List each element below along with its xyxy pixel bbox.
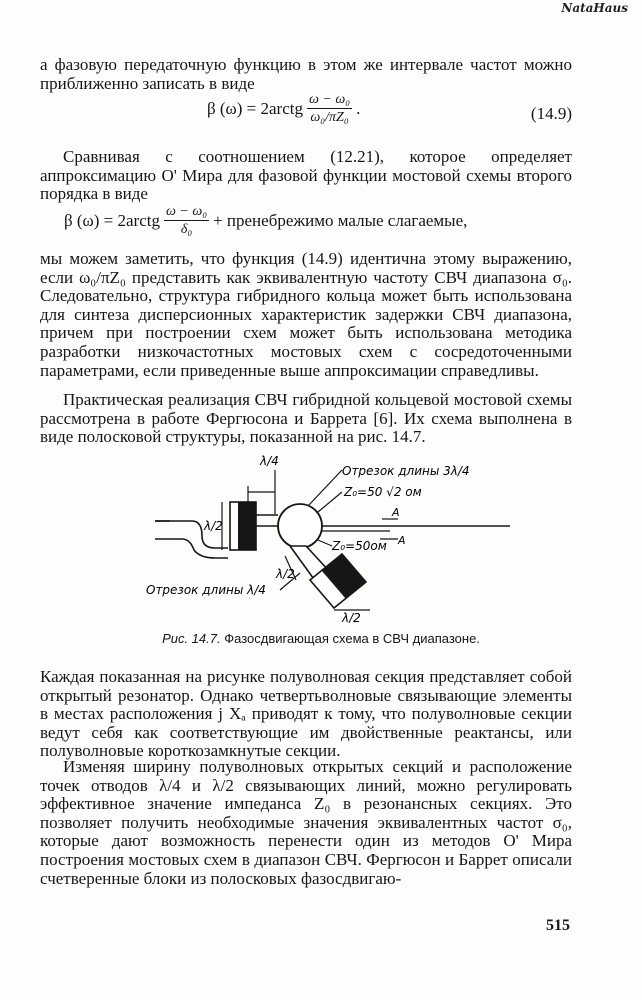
label-half-left: λ/2: [204, 519, 223, 533]
page-number: 515: [546, 917, 570, 934]
equation-14-9-tail: .: [356, 98, 361, 118]
label-half-bottom-left: λ/2: [276, 567, 295, 581]
watermark: [561, 2, 628, 14]
phase-shifter-diagram: [130, 448, 530, 623]
halfwave-paragraph: Каждая показанная на рисунке полуволновая секция представляет собой открытый резонатор. Однако четвертьволновые связывающие элементы в местах расположения j Xₐ приводят к тому, что полуволновые секции ведут себя как соответствующие им двойственные реактансы, или полуволновые короткозамкнутые секции.: [40, 667, 572, 761]
equation-14-9-numerator: ω − ω₀: [308, 92, 351, 107]
equation-mira-lhs: β (ω) = 2arctg: [64, 210, 160, 230]
leader-3l4: [308, 470, 342, 506]
practical-block: [40, 391, 572, 447]
equation-14-9-fraction: [307, 92, 352, 125]
identical-block: [40, 250, 572, 380]
leader-z0-lower: [318, 540, 332, 546]
intro-block: [40, 56, 572, 93]
intro-paragraph: а фазовую передаточную функцию в этом же интервале частот можно приближенно записать в виде: [40, 55, 572, 93]
compare-paragraph: Сравнивая с соотношением (12.21), которое определяет аппроксимацию О' Мира для фазовой функции мостовой схемы второго порядка в виде: [40, 147, 572, 204]
compare-block: [40, 148, 572, 204]
watermark-brand: NataHaus: [561, 1, 628, 15]
width-paragraph: Изменяя ширину полуволновых открытых секций и расположение точек отводов λ/4 и λ/2 связывающих линий, можно регулировать эффективное значение импеданса Z₀ в резонансных секциях. Это позволяет получить необходимые значения эквивалентных частот σ₀, которые дают возможность перенести один из методов О' Мира построения мостовых схем в диапазон СВЧ. Фергюсон и Баррет описали счетверенные блоки из полосковых фазосдвигаю-: [40, 757, 572, 888]
leader-z0-upper: [318, 492, 342, 512]
figure-14-7: [130, 448, 530, 628]
equation-mira-denominator: δ₀: [180, 222, 193, 237]
hybrid-ring: [278, 504, 322, 548]
label-segment-l4: Отрезок длины λ/4: [146, 583, 266, 597]
label-z0-upper: Z₀=50 √2 ом: [344, 485, 422, 499]
practical-paragraph: Практическая реализация СВЧ гибридной кольцевой мостовой схемы рассмотрена в работе Фергюсона и Баррета [6]. Их схема выполнена в виде полосковой структуры, показанной на рис. 14.7.: [40, 390, 572, 447]
figure-caption: [0, 631, 642, 646]
label-quarter-top: λ/4: [260, 454, 279, 468]
width-block: [40, 758, 572, 888]
equation-14-9-denominator: ω₀/πZ₀: [310, 110, 349, 125]
label-z0-lower: Z₀=50ом: [332, 539, 387, 553]
equation-14-9: [207, 92, 360, 125]
caption-prefix: Рис. 14.7.: [162, 631, 221, 646]
label-a-upper: A: [392, 506, 400, 519]
label-half-bottom-right: λ/2: [342, 611, 361, 623]
caption-text: Фазосдвигающая схема в СВЧ диапазоне.: [224, 631, 480, 646]
label-a-lower: A: [398, 534, 406, 547]
equation-14-9-lhs: β (ω) = 2arctg: [207, 98, 303, 118]
label-segment-3l4: Отрезок длины 3λ/4: [342, 464, 470, 478]
equation-mira-numerator: ω − ω₀: [165, 204, 208, 219]
left-resonator-fill: [238, 502, 256, 550]
identical-paragraph: мы можем заметить, что функция (14.9) идентична этому выражению, если ω₀/πZ₀ представить как эквивалентную частоту СВЧ диапазона σ₀. Следовательно, структура гибридного кольца может быть использована для синтеза дисперсионных характеристик задержки СВЧ диапазона, причем при построении схем может быть использована методика разработки низкочастотных мостовых схем с сосредоточенными параметрами, если приведенные выше аппроксимации справедливы.: [40, 249, 572, 380]
equation-mira: [64, 204, 467, 237]
equation-mira-tail: + пренебрежимо малые слагаемые,: [213, 210, 468, 230]
halfwave-block: [40, 668, 572, 761]
equation-mira-fraction: [164, 204, 209, 237]
equation-14-9-number: (14.9): [530, 104, 572, 123]
